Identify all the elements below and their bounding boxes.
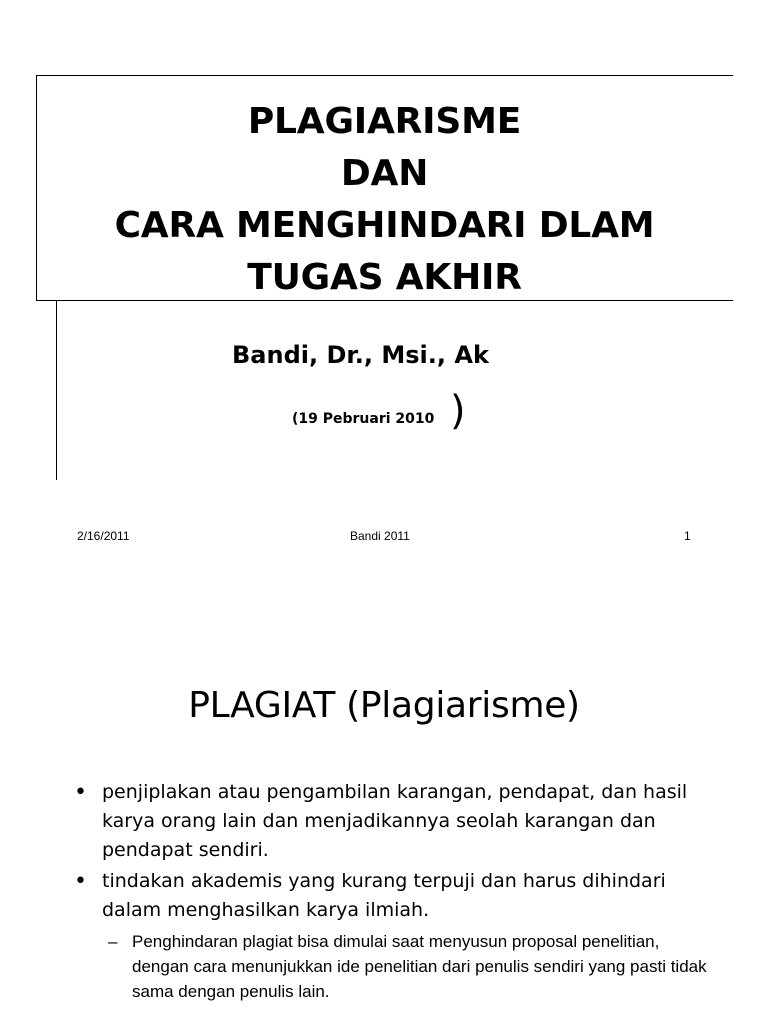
sub-bullet-item (74, 929, 714, 1004)
slide-2-title: PLAGIAT (Plagiarisme) (188, 685, 580, 726)
bullet-dot-icon: • (74, 869, 87, 894)
title-line-4: TUGAS AKHIR (247, 257, 522, 298)
bullet-text: tindakan akademis yang kurang terpuji dan harus dihindari dalam menghasilkan karya ilmiah. (102, 870, 666, 921)
title-line-3: CARA MENGHINDARI DLAM (114, 205, 655, 246)
title-line-1: PLAGIARISME (247, 101, 522, 142)
footer-page-number: 1 (684, 529, 691, 543)
title-line-2: DAN (340, 153, 429, 194)
bullet-text: penjiplakan atau pengambilan karangan, pendapat, dan hasil karya orang lain dan menjadikannya seolah karangan dan pendapat sendiri. (102, 781, 688, 861)
bullet-list (74, 778, 714, 1004)
presentation-date: (19 Pebruari 2010 (292, 411, 435, 427)
footer-date: 2/16/2011 (77, 529, 130, 543)
dash-icon: – (108, 932, 118, 951)
bullet-item-1 (74, 778, 714, 865)
bullet-dot-icon: • (74, 780, 87, 805)
sub-bullet-text: Penghindaran plagiat bisa dimulai saat menyusun proposal penelitian, dengan cara menunjukkan ide penelitian dari penulis sendiri yang pasti tidak sama dengan penulis lain. (132, 932, 707, 1001)
bullet-item-2 (74, 867, 714, 925)
vertical-divider (56, 300, 57, 480)
slide-title (36, 96, 733, 304)
author-name: Bandi, Dr., Msi., Ak (232, 341, 489, 369)
footer-author: Bandi 2011 (350, 529, 410, 543)
closing-parenthesis: ) (450, 388, 466, 434)
